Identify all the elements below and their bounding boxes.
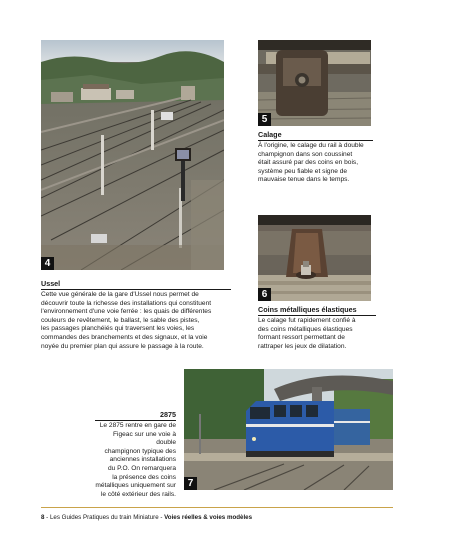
caption-calage-line: était assuré par des coins en bois, [258, 159, 359, 167]
caption-calage-line: système peu fiable et signe de [258, 167, 348, 175]
caption-ussel-line: découvrir toute la richesse des installations qui constituent [41, 299, 212, 307]
caption-ussel-line: couleurs de revêtement, le ballast, le sable des pistes, [41, 316, 200, 324]
caption-2875-line: le côté extérieur des rails. [100, 490, 176, 498]
photo-number-4: 4 [41, 257, 54, 270]
series-title: Les Guides Pratiques du train Miniature [49, 514, 159, 521]
caption-calage [258, 130, 373, 185]
caption-coins-line: Le calage fut rapidement confié à [258, 317, 356, 324]
caption-ussel-rule [41, 289, 231, 290]
caption-coins-line: des coins métalliques élastiques [258, 325, 353, 333]
caption-ussel-line: les passages planchéiés qui traversent les voies, les [41, 325, 195, 333]
caption-calage-rule [258, 140, 373, 141]
caption-2875-line: champignon typique des [104, 447, 176, 455]
photo-ussel-station [41, 40, 224, 270]
footer-rule [41, 507, 393, 508]
caption-coins-rule [258, 315, 376, 316]
caption-calage-line: champignon dans son coussinet [258, 150, 353, 158]
caption-coins-line: formant ressort permettant de [258, 334, 345, 342]
caption-2875-rule [95, 420, 176, 421]
caption-coins [258, 305, 376, 351]
chapter-title: Voies réelles & voies modèles [164, 514, 253, 521]
photo-railcar-figeac [184, 369, 393, 490]
photo-metal-wedge [258, 215, 371, 301]
photo-number-7: 7 [184, 477, 197, 490]
footer [41, 514, 252, 521]
caption-calage-line: mauvaise tenue dans le temps. [258, 176, 350, 184]
photo-number-6: 6 [258, 288, 271, 301]
caption-coins-title: Coins métalliques élastiques [258, 305, 357, 314]
footer-dash: - [158, 514, 165, 521]
caption-ussel [41, 279, 231, 351]
caption-calage-line: À l'origine, le calage du rail à double [258, 142, 364, 149]
caption-2875-line: Figeac sur une voie à double [112, 430, 176, 447]
caption-2875-line: la présence des coins [112, 473, 176, 481]
caption-ussel-title: Ussel [41, 279, 61, 288]
caption-2875-line: métalliques uniquement sur [95, 482, 176, 490]
caption-calage-title: Calage [258, 130, 282, 139]
caption-2875-line: du P.O. On remarquera [107, 464, 176, 472]
caption-ussel-line: commandes des branchements et des signaux, et la voie [41, 333, 208, 341]
photo-wooden-wedge [258, 40, 371, 126]
caption-ussel-line: Cette vue générale de la gare d'Ussel nous permet de [41, 291, 199, 298]
photo-number-5: 5 [258, 113, 271, 126]
caption-2875-line: anciennes installations [109, 456, 176, 464]
caption-ussel-line: l'environnement d'une voie ferrée : les quais de différentes [41, 308, 212, 316]
caption-coins-line: rattraper les jeux de dilatation. [258, 342, 347, 350]
caption-ussel-line: noyée du premier plan qui assure le passage à la route. [41, 342, 204, 350]
footer-sep: - [44, 514, 50, 521]
caption-2875-line: Le 2875 rentre en gare de [99, 422, 176, 429]
caption-2875-title: 2875 [160, 410, 176, 419]
page-number: 8 [41, 514, 45, 521]
caption-2875 [95, 410, 176, 499]
